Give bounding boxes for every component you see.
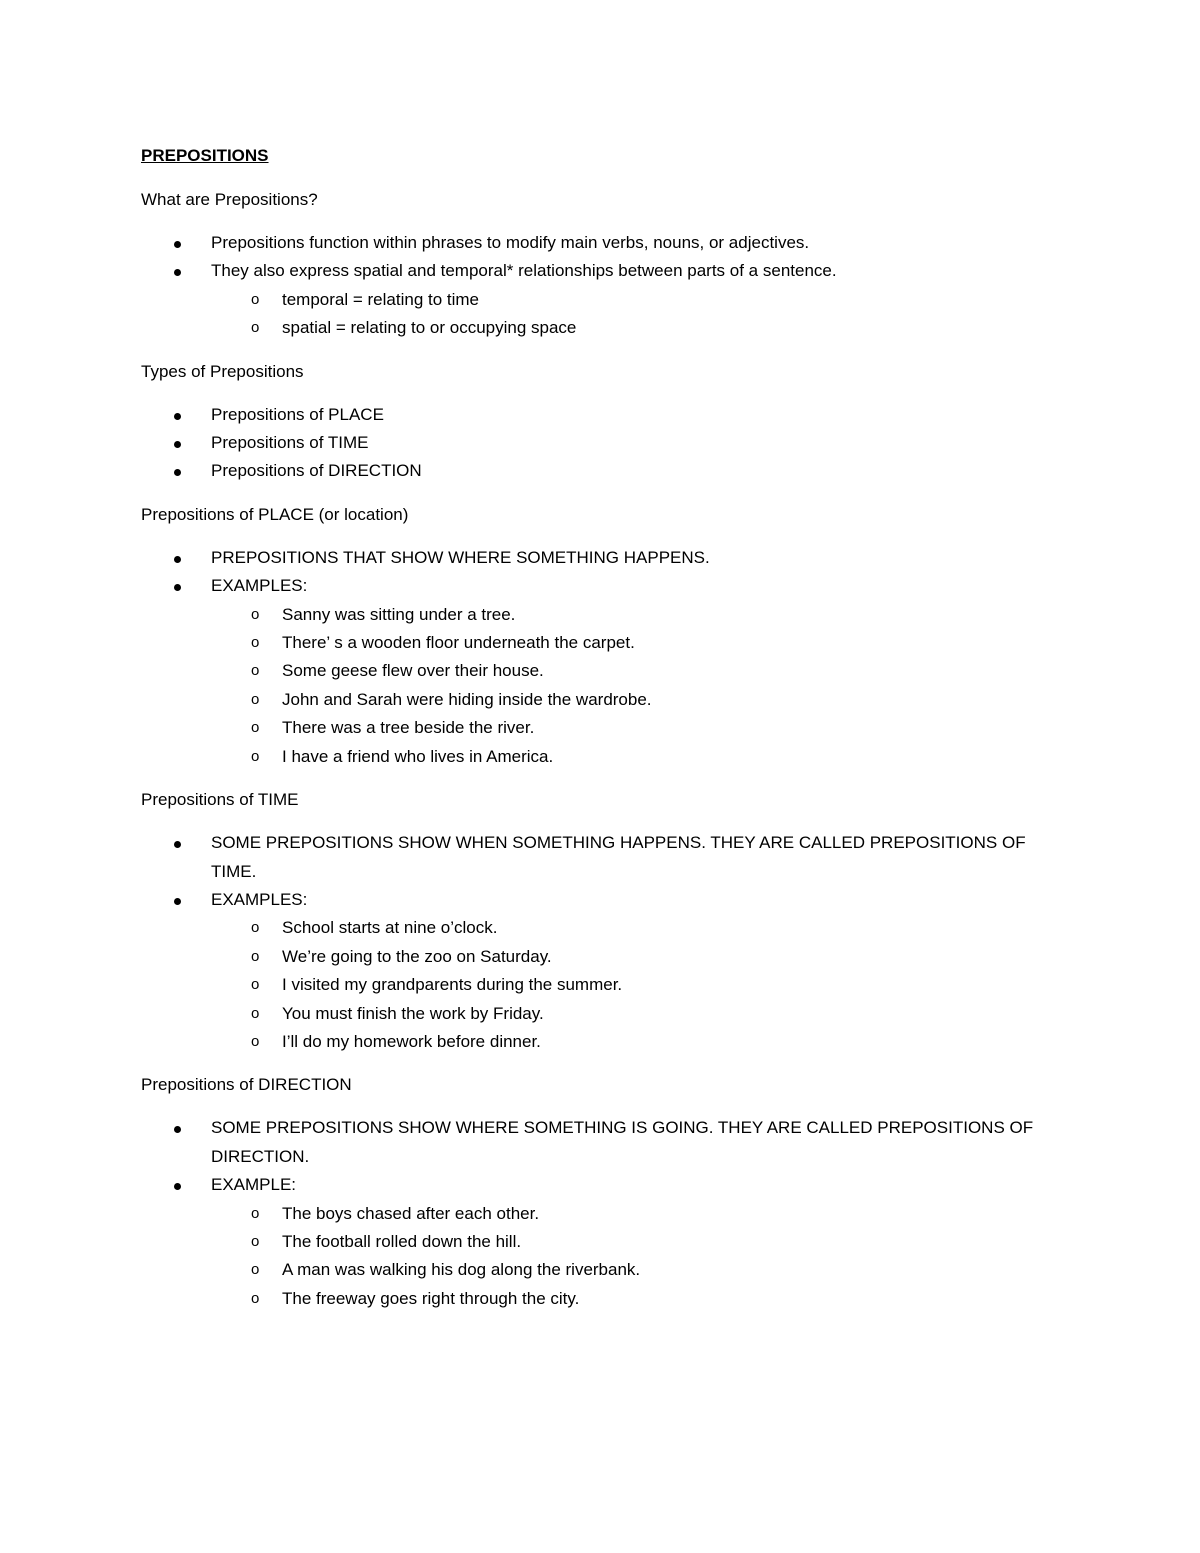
bullet-dot-icon bbox=[174, 241, 181, 248]
sub-bullet-circle-icon: o bbox=[251, 662, 260, 680]
bullet-dot-icon bbox=[174, 441, 181, 448]
bullet-item bbox=[141, 886, 1071, 1056]
document-body bbox=[141, 186, 1071, 1313]
bullet-dot-icon bbox=[174, 469, 181, 476]
section-heading: What are Prepositions? bbox=[141, 190, 318, 209]
bullet-text: Prepositions of DIRECTION bbox=[211, 461, 422, 481]
sub-bullet-item bbox=[141, 314, 1071, 342]
bullet-text: EXAMPLES: bbox=[211, 576, 308, 596]
bullet-dot-icon bbox=[174, 898, 181, 905]
sub-bullet-list bbox=[211, 601, 1071, 771]
sub-bullet-circle-icon: o bbox=[251, 719, 260, 737]
sub-bullet-circle-icon: o bbox=[251, 1289, 260, 1307]
sub-bullet-circle-icon: o bbox=[251, 947, 260, 965]
section-heading: Prepositions of PLACE (or location) bbox=[141, 504, 409, 524]
sub-bullet-text: Some geese flew over their house. bbox=[282, 661, 544, 681]
bullet-list bbox=[141, 544, 1071, 771]
section-heading: Types of Prepositions bbox=[141, 361, 304, 381]
bullet-dot-icon bbox=[174, 556, 181, 563]
bullet-list bbox=[141, 829, 1071, 1056]
sub-bullet-circle-icon: o bbox=[251, 634, 260, 652]
bullet-dot-icon bbox=[174, 1126, 181, 1133]
sub-bullet-circle-icon: o bbox=[251, 747, 260, 765]
sub-bullet-text: temporal = relating to time bbox=[282, 289, 480, 309]
bullet-item bbox=[141, 401, 1071, 429]
bullet-dot-icon bbox=[174, 413, 181, 420]
sub-bullet-item bbox=[141, 943, 1071, 971]
bullet-item bbox=[141, 429, 1071, 457]
sub-bullet-circle-icon: o bbox=[251, 605, 260, 623]
bullet-item bbox=[141, 544, 1071, 572]
bullet-text: Prepositions function within phrases to modify main verbs, nouns, or adjectives. bbox=[211, 233, 810, 252]
sub-bullet-text: Sanny was sitting under a tree. bbox=[282, 604, 516, 624]
bullet-text: Prepositions of TIME bbox=[211, 433, 369, 453]
document-title: PREPOSITIONS bbox=[141, 146, 269, 165]
sub-bullet-circle-icon: o bbox=[251, 1032, 260, 1050]
sub-bullet-item bbox=[141, 714, 1071, 742]
sub-bullet-text: The boys chased after each other. bbox=[282, 1203, 540, 1223]
section-heading: Prepositions of TIME bbox=[141, 790, 299, 810]
document-page bbox=[141, 142, 1071, 1328]
sub-bullet-text: You must finish the work by Friday. bbox=[282, 1003, 544, 1023]
sub-bullet-item bbox=[141, 1028, 1071, 1056]
bullet-text: EXAMPLE: bbox=[211, 1175, 297, 1195]
sub-bullet-circle-icon: o bbox=[251, 919, 260, 937]
sub-bullet-item bbox=[141, 1200, 1071, 1228]
sub-bullet-item bbox=[141, 1000, 1071, 1028]
bullet-item bbox=[141, 1114, 1071, 1171]
sub-bullet-circle-icon: o bbox=[251, 319, 260, 337]
sub-bullet-circle-icon: o bbox=[251, 1004, 260, 1022]
sub-bullet-text: I’ll do my homework before dinner. bbox=[282, 1031, 541, 1051]
bullet-list bbox=[141, 401, 1071, 486]
sub-bullet-circle-icon: o bbox=[251, 1232, 260, 1250]
bullet-dot-icon bbox=[174, 841, 181, 848]
bullet-text: Prepositions of PLACE bbox=[211, 404, 384, 424]
sub-bullet-item bbox=[141, 914, 1071, 942]
sub-bullet-circle-icon: o bbox=[251, 1204, 260, 1222]
sub-bullet-item bbox=[141, 971, 1071, 999]
sub-bullet-item bbox=[141, 657, 1071, 685]
bullet-dot-icon bbox=[174, 1183, 181, 1190]
sub-bullet-item bbox=[141, 601, 1071, 629]
bullet-text: SOME PREPOSITIONS SHOW WHERE SOMETHING IS GOING. THEY ARE CALLED PREPOSITIONS OF DIRECTION. bbox=[211, 1118, 1034, 1166]
sub-bullet-text: I have a friend who lives in America. bbox=[282, 746, 554, 766]
bullet-item bbox=[141, 229, 1071, 257]
bullet-item bbox=[141, 457, 1071, 485]
sub-bullet-circle-icon: o bbox=[251, 1261, 260, 1279]
sub-bullet-text: We’re going to the zoo on Saturday. bbox=[282, 946, 552, 966]
sub-bullet-text: A man was walking his dog along the riverbank. bbox=[282, 1260, 641, 1280]
sub-bullet-circle-icon: o bbox=[251, 290, 260, 308]
bullet-item bbox=[141, 829, 1071, 886]
sub-bullet-circle-icon: o bbox=[251, 976, 260, 994]
bullet-item bbox=[141, 572, 1071, 771]
bullet-text: SOME PREPOSITIONS SHOW WHEN SOMETHING HAPPENS. THEY ARE CALLED PREPOSITIONS OF TIME. bbox=[211, 833, 1026, 881]
bullet-text: EXAMPLES: bbox=[211, 889, 308, 909]
sub-bullet-item bbox=[141, 686, 1071, 714]
section-heading: Prepositions of DIRECTION bbox=[141, 1075, 352, 1095]
sub-bullet-item bbox=[141, 286, 1071, 314]
bullet-item bbox=[141, 1171, 1071, 1313]
bullet-list bbox=[141, 1114, 1071, 1313]
sub-bullet-text: School starts at nine o’clock. bbox=[282, 918, 498, 938]
sub-bullet-list bbox=[211, 1200, 1071, 1314]
bullet-text: They also express spatial and temporal* relationships between parts of a sentence. bbox=[211, 261, 837, 281]
sub-bullet-item bbox=[141, 629, 1071, 657]
sub-bullet-list bbox=[211, 914, 1071, 1056]
sub-bullet-list bbox=[211, 286, 1071, 343]
sub-bullet-item bbox=[141, 743, 1071, 771]
bullet-dot-icon bbox=[174, 269, 181, 276]
bullet-text: PREPOSITIONS THAT SHOW WHERE SOMETHING HAPPENS. bbox=[211, 547, 710, 567]
sub-bullet-text: John and Sarah were hiding inside the wardrobe. bbox=[282, 689, 652, 709]
sub-bullet-text: spatial = relating to or occupying space bbox=[282, 318, 577, 338]
sub-bullet-text: There was a tree beside the river. bbox=[282, 718, 535, 738]
bullet-list bbox=[141, 229, 1071, 343]
bullet-item bbox=[141, 257, 1071, 342]
sub-bullet-text: I visited my grandparents during the summer. bbox=[282, 975, 623, 995]
sub-bullet-text: The freeway goes right through the city. bbox=[282, 1288, 580, 1308]
sub-bullet-item bbox=[141, 1256, 1071, 1284]
sub-bullet-text: The football rolled down the hill. bbox=[282, 1231, 522, 1251]
sub-bullet-item bbox=[141, 1228, 1071, 1256]
sub-bullet-circle-icon: o bbox=[251, 690, 260, 708]
bullet-dot-icon bbox=[174, 584, 181, 591]
sub-bullet-item bbox=[141, 1285, 1071, 1313]
sub-bullet-text: There’ s a wooden floor underneath the carpet. bbox=[282, 633, 635, 653]
